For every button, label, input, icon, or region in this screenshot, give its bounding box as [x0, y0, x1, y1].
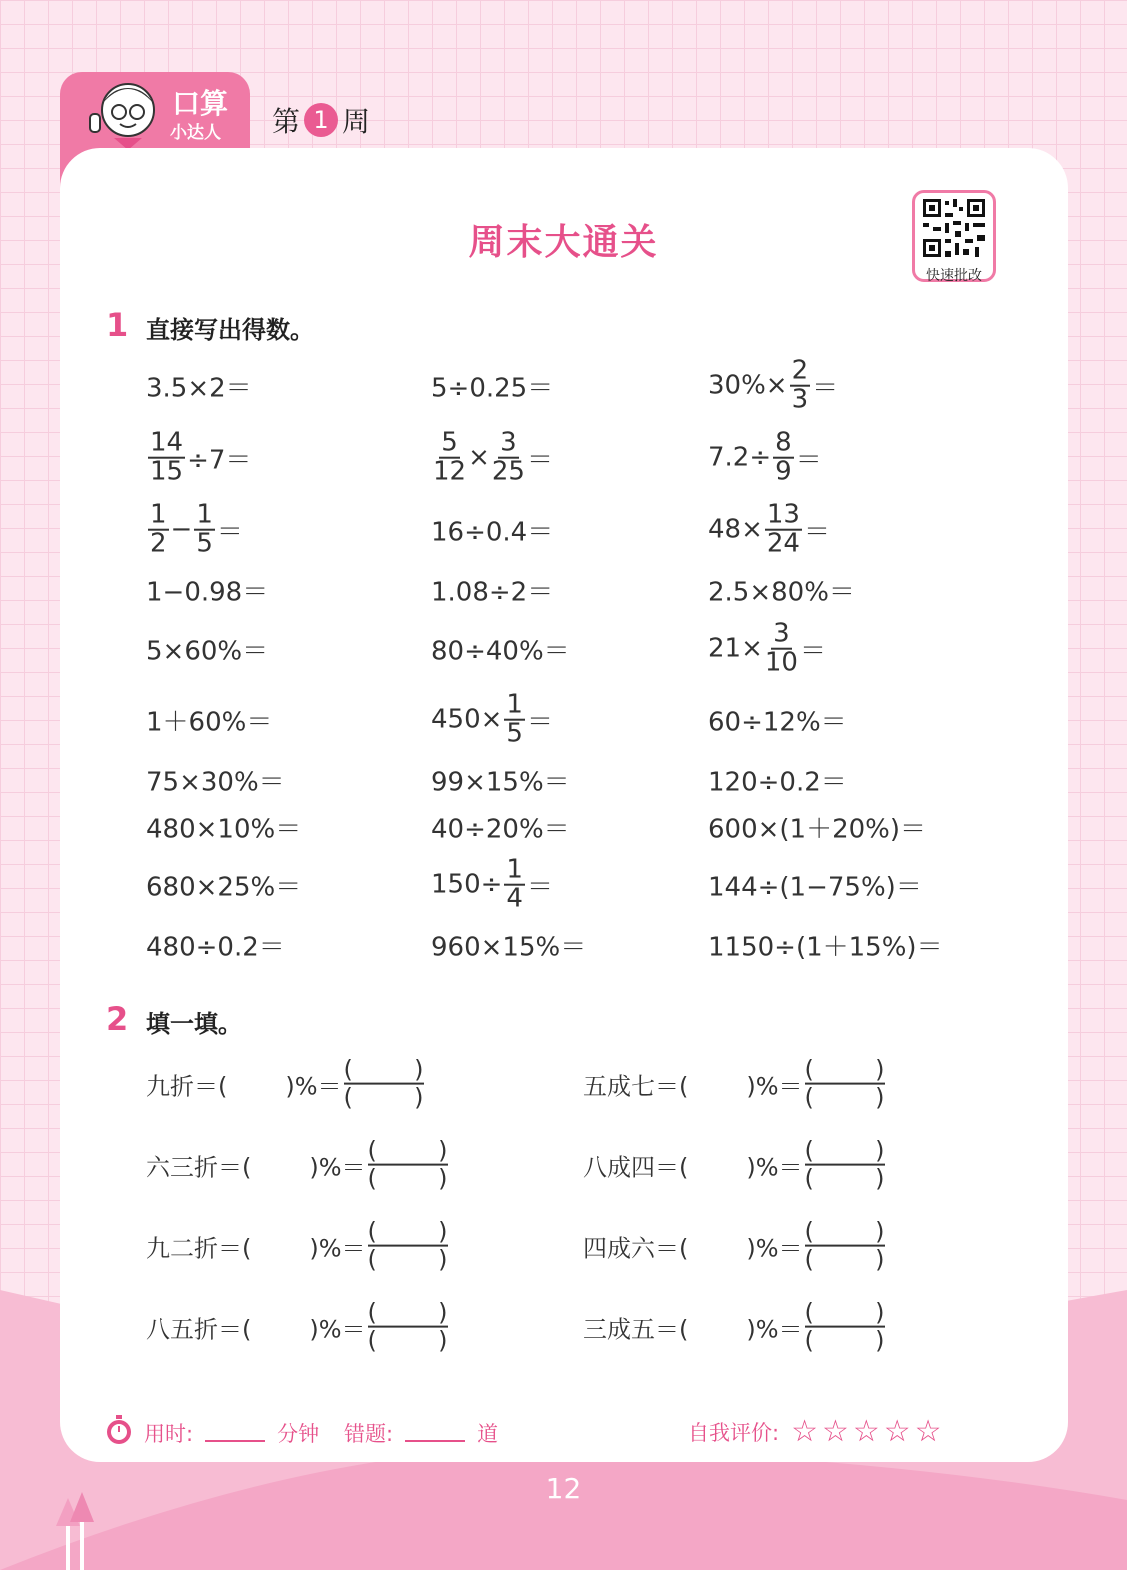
equation: 960×15%＝: [431, 932, 587, 963]
equation: 1.08÷2＝: [431, 577, 554, 608]
fill-label: 五成七＝(: [583, 1072, 689, 1101]
errors-label: 错题:: [344, 1422, 394, 1446]
equation: 1−0.98＝: [146, 577, 269, 608]
equation: 1＋60%＝: [146, 707, 273, 738]
equation: 16÷0.4＝: [431, 517, 554, 548]
fraction: $\frac{3}{25}$: [491, 427, 525, 487]
fill-label: 六三折＝(: [146, 1153, 252, 1182]
equation: 7.2÷ $\frac{8}{9}$ ＝: [708, 427, 822, 487]
fraction: $\frac{8}{9}$: [775, 427, 792, 487]
equation: 3.5×2＝: [146, 373, 252, 404]
equation: 5×60%＝: [146, 636, 269, 667]
fill-label: 九二折＝(: [146, 1234, 252, 1263]
qr-code[interactable]: [912, 190, 996, 282]
percent-suffix: )%＝: [746, 1072, 803, 1101]
equation: 120÷0.2＝: [708, 767, 847, 798]
fill-blank-row: [146, 1300, 448, 1355]
errors-unit: 道: [477, 1422, 499, 1446]
equation: 680×25%＝: [146, 872, 302, 903]
equation: 2.5×80%＝: [708, 577, 855, 608]
fraction-blank[interactable]: ( ) ( ): [367, 1298, 448, 1355]
equation: 30%× $\frac{2}{3}$ ＝: [708, 355, 839, 415]
fill-blank-row: [146, 1057, 424, 1112]
equation: 450× $\frac{1}{5}$ ＝: [431, 689, 553, 749]
equation: $\frac{14}{15}$ ÷7＝: [150, 427, 252, 487]
fraction-blank[interactable]: ( ) ( ): [343, 1055, 424, 1112]
equation: 99×15%＝: [431, 767, 570, 798]
percent-suffix: )%＝: [746, 1234, 803, 1263]
stopwatch-icon: [104, 1414, 134, 1446]
equation: $\frac{1}{2}$ − $\frac{1}{5}$ ＝: [150, 499, 243, 559]
fill-blank-row: [146, 1138, 448, 1193]
section-2-title: 填一填。: [146, 1010, 242, 1038]
fill-blank-row: [583, 1300, 885, 1355]
fill-label: 四成六＝(: [583, 1234, 689, 1263]
fill-blank-row: [583, 1219, 885, 1274]
equation: 600×(1＋20%)＝: [708, 814, 927, 845]
fill-blank-row: [146, 1219, 448, 1274]
section-1-number: 1: [106, 306, 129, 344]
fill-label: 八成四＝(: [583, 1153, 689, 1182]
fill-blank-row: [583, 1057, 885, 1112]
equation: $\frac{5}{12}$ × $\frac{3}{25}$ ＝: [433, 427, 553, 487]
fraction-blank[interactable]: ( ) ( ): [804, 1217, 885, 1274]
percent-suffix: )%＝: [746, 1153, 803, 1182]
footer-time: [144, 1418, 319, 1448]
fill-label: 八五折＝(: [146, 1315, 252, 1344]
week-prefix: 第: [272, 105, 301, 138]
percent-suffix: )%＝: [746, 1315, 803, 1344]
fraction-blank[interactable]: ( ) ( ): [367, 1136, 448, 1193]
tree-decoration-icon: [54, 1492, 98, 1570]
percent-suffix: )%＝: [309, 1315, 366, 1344]
equation: 75×30%＝: [146, 767, 285, 798]
week-number: 1: [304, 103, 338, 137]
equation: 144÷(1−75%)＝: [708, 872, 922, 903]
equation: 60÷12%＝: [708, 707, 847, 738]
fraction: $\frac{1}{2}$: [150, 499, 167, 559]
fraction: $\frac{14}{15}$: [150, 427, 184, 487]
fraction: $\frac{1}{5}$: [196, 499, 213, 559]
week-suffix: 周: [342, 105, 371, 138]
fill-label: 九折＝(: [146, 1072, 228, 1101]
mascot-icon: [84, 74, 174, 154]
badge-title: 口算: [172, 87, 229, 120]
section-1-title: 直接写出得数。: [146, 316, 314, 344]
equation: 80÷40%＝: [431, 636, 570, 667]
percent-suffix: )%＝: [309, 1153, 366, 1182]
equation: 21× $\frac{3}{10}$ ＝: [708, 618, 826, 678]
fraction: $\frac{1}{4}$: [506, 854, 523, 914]
rating-stars[interactable]: ☆☆☆☆☆: [791, 1414, 946, 1449]
qr-label: 快速批改: [926, 268, 982, 284]
fraction-blank[interactable]: ( ) ( ): [804, 1136, 885, 1193]
fraction: $\frac{5}{12}$: [433, 427, 467, 487]
footer-errors: [344, 1418, 498, 1448]
fraction: $\frac{1}{5}$: [506, 689, 523, 749]
page-title: 周末大通关: [468, 222, 659, 263]
badge-subtitle: 小达人: [170, 123, 221, 143]
footer-self-eval: [688, 1414, 946, 1449]
percent-suffix: )%＝: [285, 1072, 342, 1101]
time-label: 用时:: [144, 1422, 194, 1446]
fraction-blank[interactable]: ( ) ( ): [367, 1217, 448, 1274]
time-unit: 分钟: [277, 1422, 320, 1446]
equation: 1150÷(1＋15%)＝: [708, 932, 943, 963]
percent-suffix: )%＝: [309, 1234, 366, 1263]
equation: 480÷0.2＝: [146, 932, 285, 963]
fraction: $\frac{3}{10}$: [764, 618, 798, 678]
time-field[interactable]: [205, 1424, 265, 1442]
fraction-blank[interactable]: ( ) ( ): [804, 1055, 885, 1112]
equation: 480×10%＝: [146, 814, 302, 845]
page-number: 12: [545, 1472, 582, 1505]
equation: 48× $\frac{13}{24}$ ＝: [708, 499, 830, 559]
section-2-number: 2: [106, 1000, 129, 1038]
errors-field[interactable]: [405, 1424, 465, 1442]
fraction: $\frac{13}{24}$: [766, 499, 800, 559]
fill-blank-row: [583, 1138, 885, 1193]
qr-code-icon: [915, 193, 993, 263]
equation: 5÷0.25＝: [431, 373, 554, 404]
fill-label: 三成五＝(: [583, 1315, 689, 1344]
week-label: [272, 100, 370, 140]
equation: 40÷20%＝: [431, 814, 570, 845]
fraction: $\frac{2}{3}$: [791, 355, 809, 415]
fraction-blank[interactable]: ( ) ( ): [804, 1298, 885, 1355]
equation: 150÷ $\frac{1}{4}$ ＝: [431, 854, 553, 914]
self-eval-label: 自我评价:: [688, 1420, 780, 1445]
